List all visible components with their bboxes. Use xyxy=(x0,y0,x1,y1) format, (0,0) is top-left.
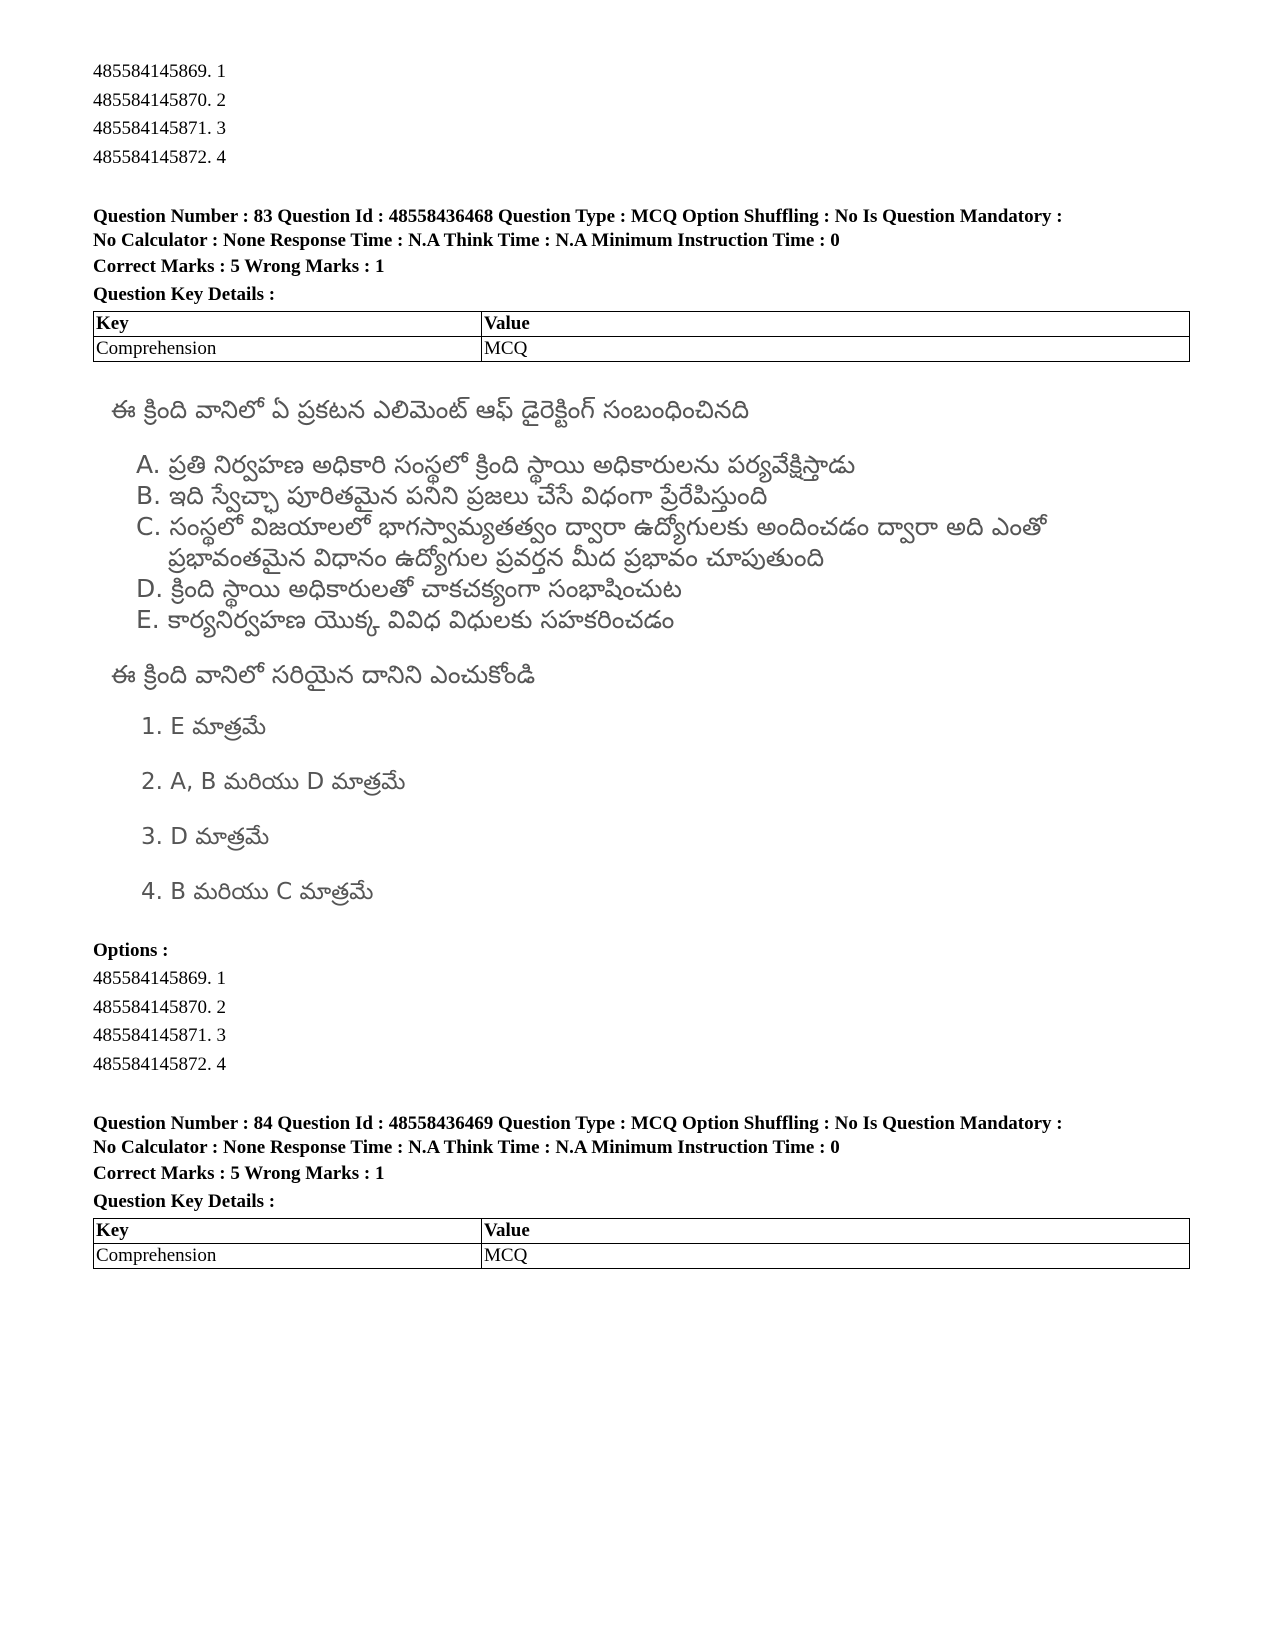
table-header-row xyxy=(94,1219,1190,1244)
option-item: 485584145870. 2 xyxy=(93,89,226,111)
marks-line: Correct Marks : 5 Wrong Marks : 1 xyxy=(93,256,385,277)
table-header-value: Value xyxy=(482,312,1190,337)
key-value-table xyxy=(93,311,1190,362)
previous-options-list xyxy=(93,58,1183,172)
marks-line: Correct Marks : 5 Wrong Marks : 1 xyxy=(93,1163,385,1184)
question-header xyxy=(93,205,1183,253)
table-header-row xyxy=(94,312,1190,337)
option-item: 485584145872. 4 xyxy=(93,146,226,168)
question-header xyxy=(93,1112,1183,1160)
table-header-key: Key xyxy=(94,1219,482,1244)
options-label: Options : xyxy=(93,940,169,961)
key-details-label: Question Key Details : xyxy=(93,284,276,305)
option-item: 485584145871. 3 xyxy=(93,1025,226,1046)
answer-choice: 2. A, B మరియు D మాత్రమే xyxy=(141,769,406,795)
table-header-key: Key xyxy=(94,312,482,337)
option-item: 485584145872. 4 xyxy=(93,1053,226,1075)
answer-choice: 3. D మాత్రమే xyxy=(141,824,270,850)
statement-c-continued: ప్రభావంతమైన విధానం ఉద్యోగుల ప్రవర్తన మీద ప్రభావం చూపుతుంది xyxy=(168,543,825,572)
table-cell-key: Comprehension xyxy=(94,337,482,362)
question-header-line: No Calculator : None Response Time : N.A Think Time : N.A Minimum Instruction Time : 0 xyxy=(93,1137,840,1158)
options-list xyxy=(93,965,1183,1079)
statement-b: B. ఇది స్వేచ్ఛా పూరితమైన పనిని ప్రజలు చేసే విధంగా ప్రేరేపిస్తుంది xyxy=(136,481,768,510)
answer-choice: 4. B మరియు C మాత్రమే xyxy=(141,879,374,905)
table-header-value: Value xyxy=(482,1219,1190,1244)
statement-c: C. సంస్థలో విజయాలలో భాగస్వామ్యతత్వం ద్వారా ఉద్యోగులకు అందించడం ద్వారా అది ఎంతో xyxy=(136,512,1047,541)
table-cell-value: MCQ xyxy=(482,337,1190,362)
table-cell-key: Comprehension xyxy=(94,1244,482,1269)
option-item: 485584145870. 2 xyxy=(93,996,226,1018)
question-stem: ఈ క్రింది వానిలో ఏ ప్రకటన ఎలిమెంట్ ఆఫ్ డైరెక్టింగ్ సంబంధించినది xyxy=(111,395,750,424)
statement-d: D. క్రింది స్థాయి అధికారులతో చాకచక్యంగా సంభాషించుట xyxy=(136,574,682,603)
statement-a: A. ప్రతి నిర్వహణ అధికారి సంస్థలో క్రింది స్థాయి అధికారులను పర్యవేక్షిస్తాడు xyxy=(136,450,856,479)
statement-e: E. కార్యనిర్వహణ యొక్క వివిధ విధులకు సహకరించడం xyxy=(136,605,675,634)
option-item: 485584145869. 1 xyxy=(93,968,226,989)
key-details-label: Question Key Details : xyxy=(93,1191,276,1212)
table-row xyxy=(94,337,1190,362)
question-header-line: Question Number : 84 Question Id : 48558436469 Question Type : MCQ Option Shuffling : No Is Question Mandatory : xyxy=(93,1113,1063,1134)
question-instruction: ఈ క్రింది వానిలో సరియైన దానిని ఎంచుకోండి xyxy=(111,660,536,689)
question-84-block xyxy=(93,1112,1183,1269)
question-83-block xyxy=(93,205,1183,1079)
table-row xyxy=(94,1244,1190,1269)
key-value-table xyxy=(93,1218,1190,1269)
question-header-line: Question Number : 83 Question Id : 48558436468 Question Type : MCQ Option Shuffling : No Is Question Mandatory : xyxy=(93,206,1063,227)
answer-choice: 1. E మాత్రమే xyxy=(141,714,267,740)
question-image xyxy=(111,394,1131,939)
question-header-line: No Calculator : None Response Time : N.A Think Time : N.A Minimum Instruction Time : 0 xyxy=(93,230,840,251)
option-item: 485584145869. 1 xyxy=(93,61,226,82)
document-page xyxy=(93,58,1183,1269)
table-cell-value: MCQ xyxy=(482,1244,1190,1269)
option-item: 485584145871. 3 xyxy=(93,118,226,139)
